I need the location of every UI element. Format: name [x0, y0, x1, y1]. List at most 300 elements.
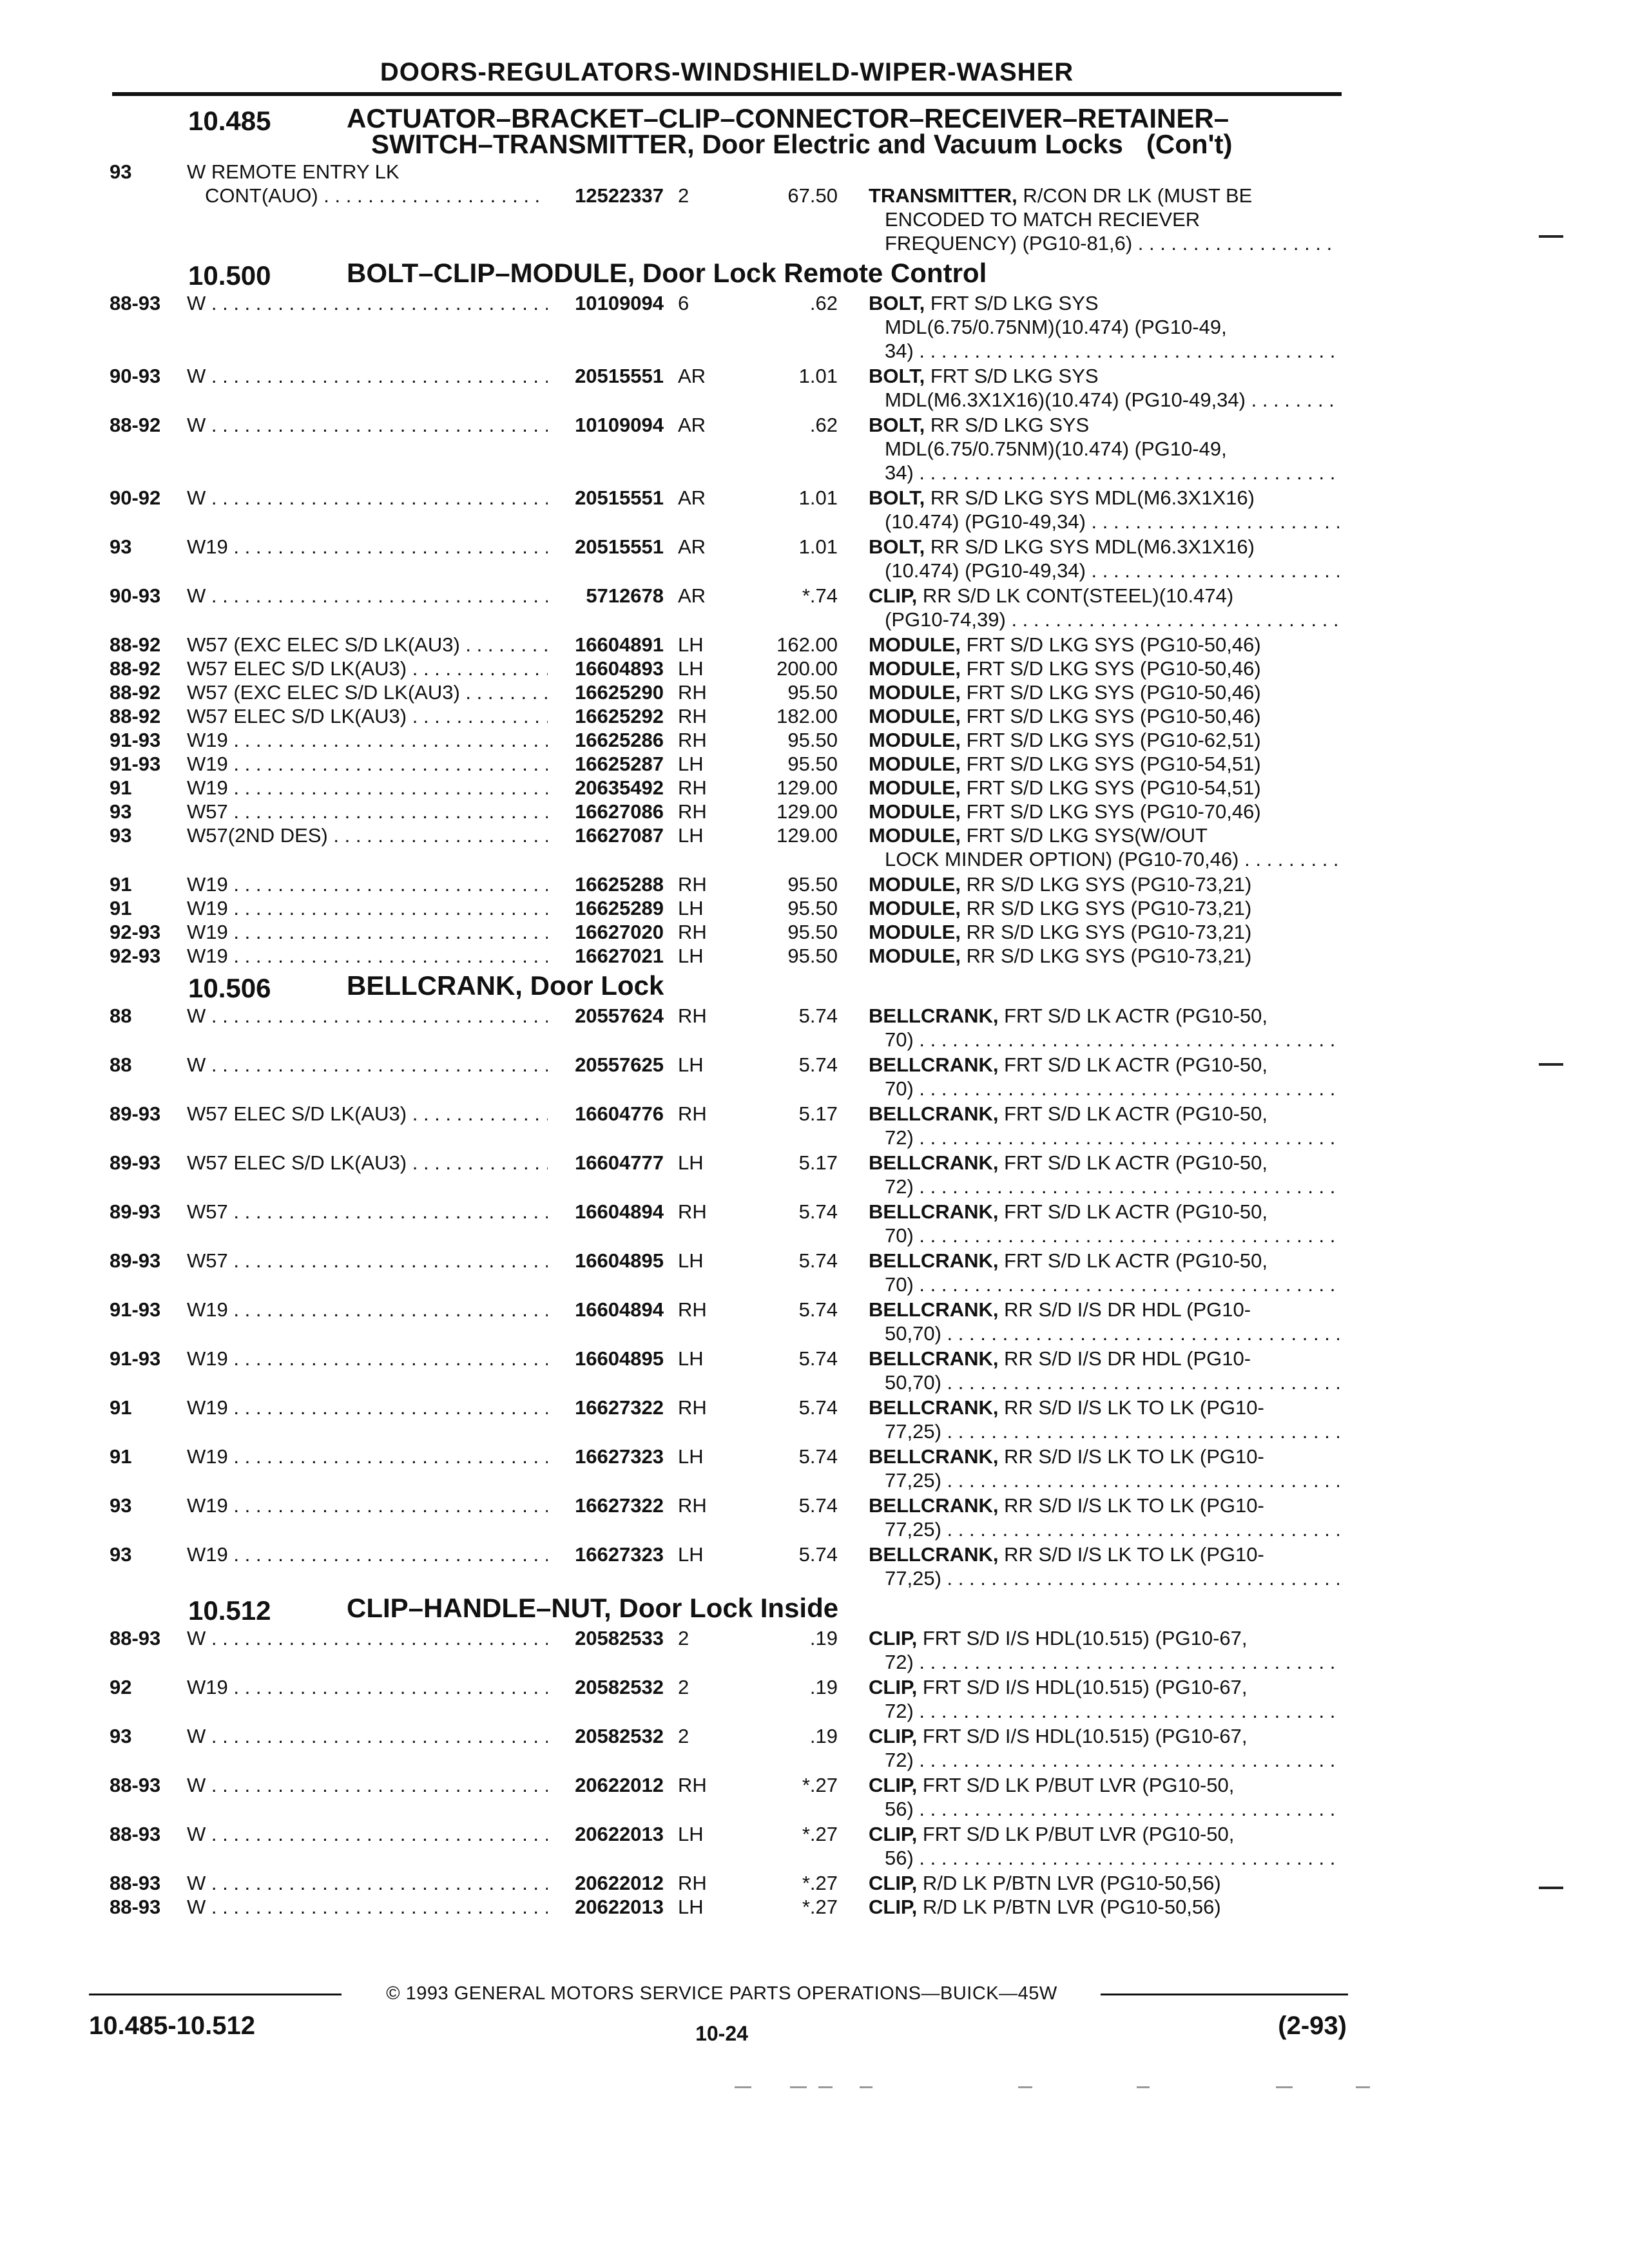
part-name-text: FRT S/D LKG SYS (PG10-50,46)	[966, 633, 1261, 656]
quantity: LH	[678, 657, 704, 680]
part-name-line	[869, 1273, 1339, 1296]
part-keyword: MODULE,	[869, 681, 961, 704]
model-years: 93	[110, 1494, 132, 1517]
price: *.27	[802, 1823, 838, 1845]
quantity: 2	[678, 1627, 689, 1649]
quantity: RH	[678, 800, 707, 823]
model-description: W19 . . .	[187, 1347, 548, 1370]
parts-row	[0, 1675, 1629, 1723]
parts-row	[0, 1151, 1629, 1198]
part-name-line	[869, 800, 1339, 823]
part-name-line	[869, 1724, 1339, 1748]
part-name-text: RR S/D I/S DR HDL (PG10-	[1004, 1347, 1251, 1370]
price: *.27	[802, 1774, 838, 1796]
part-number: 5712678	[586, 584, 664, 607]
part-name-text: FRT S/D LKG SYS (PG10-54,51)	[966, 753, 1261, 775]
model-description: W57 (EXC ELEC S/D LK(AU3) . . .	[187, 680, 548, 704]
model-description: W57 (EXC ELEC S/D LK(AU3) . . .	[187, 633, 548, 657]
parts-row	[0, 1626, 1629, 1674]
part-name-line	[869, 1566, 1339, 1590]
part-number: 16625288	[575, 873, 664, 896]
part-name-line	[869, 413, 1339, 437]
part-number: 16627087	[575, 824, 664, 847]
price: 95.50	[787, 945, 838, 967]
parts-row	[0, 633, 1629, 657]
part-name-line	[869, 1675, 1339, 1699]
part-name-line	[869, 437, 1339, 461]
part-name-text: RR S/D LK CONT(STEEL)(10.474)	[922, 584, 1234, 607]
revision-date: (2-93)	[1278, 2012, 1347, 2040]
model-years: 93	[110, 824, 132, 847]
part-name-line	[869, 1200, 1339, 1224]
section	[0, 970, 1629, 1004]
parts-row	[0, 1822, 1629, 1870]
part-name-text: 72)	[885, 1175, 914, 1198]
part-name-text: FRT S/D LKG SYS (PG10-50,46)	[966, 681, 1261, 704]
part-name	[869, 1298, 1339, 1345]
quantity: AR	[678, 486, 706, 509]
parts-row	[0, 1249, 1629, 1296]
part-name	[869, 1249, 1339, 1296]
price: .19	[809, 1725, 838, 1747]
quantity: RH	[678, 873, 707, 896]
section-title	[347, 103, 1333, 159]
quantity: RH	[678, 1872, 707, 1894]
part-number: 16604894	[575, 1200, 664, 1223]
part-name-line	[869, 608, 1339, 631]
part-name-text: RR S/D LKG SYS (PG10-73,21)	[966, 897, 1252, 919]
parts-row	[0, 535, 1629, 582]
quantity: LH	[678, 1151, 704, 1174]
page-header: DOORS-REGULATORS-WINDSHIELD-WIPER-WASHER	[380, 58, 1074, 86]
section-title	[347, 1595, 1333, 1621]
part-keyword: BELLCRANK,	[869, 1102, 999, 1125]
part-keyword: BELLCRANK,	[869, 1200, 999, 1223]
quantity: AR	[678, 365, 706, 387]
price: 95.50	[787, 873, 838, 896]
parts-row	[0, 1494, 1629, 1541]
price: 5.74	[798, 1494, 838, 1517]
part-keyword: CLIP,	[869, 1872, 918, 1894]
scan-artifact	[1356, 2086, 1370, 2088]
section-title-line2: SWITCH–TRANSMITTER,	[371, 129, 695, 159]
part-name-line	[869, 1773, 1339, 1797]
parts-row	[0, 1347, 1629, 1394]
model-description: W . . .	[187, 1626, 548, 1650]
part-keyword: CLIP,	[869, 1627, 918, 1649]
model-years: 88-93	[110, 1872, 161, 1894]
part-name-text: MDL(M6.3X1X16)(10.474) (PG10-49,34)	[885, 389, 1246, 411]
part-name-line	[869, 486, 1339, 510]
part-name-text: 70)	[885, 1224, 914, 1247]
model-description: W . . .	[187, 486, 548, 510]
part-keyword: MODULE,	[869, 729, 961, 751]
parts-row	[0, 1773, 1629, 1821]
part-name-line	[869, 1419, 1339, 1443]
part-name	[869, 633, 1339, 657]
part-number: 20515551	[575, 365, 664, 387]
quantity: LH	[678, 1249, 704, 1272]
part-name-text: LOCK MINDER OPTION) (PG10-70,46)	[885, 848, 1239, 870]
model-description: W19 . . .	[187, 872, 548, 896]
model-description: W . . .	[187, 1724, 548, 1748]
price: *.27	[802, 1872, 838, 1894]
quantity: RH	[678, 1494, 707, 1517]
margin-mark	[1539, 1887, 1563, 1889]
part-number: 16604893	[575, 657, 664, 680]
part-name-line	[869, 896, 1339, 920]
part-name	[869, 584, 1339, 631]
part-keyword: CLIP,	[869, 1725, 918, 1747]
quantity: LH	[678, 824, 704, 847]
section-number: 10.512	[188, 1595, 271, 1626]
parts-row	[0, 728, 1629, 752]
copyright-notice: © 1993 GENERAL MOTORS SERVICE PARTS OPERATIONS—BUICK—45W	[386, 1983, 1057, 2004]
price: .19	[809, 1627, 838, 1649]
part-name-text: FREQUENCY) (PG10-81,6)	[885, 232, 1133, 255]
part-name	[869, 1724, 1339, 1772]
part-name	[869, 1626, 1339, 1674]
parts-row	[0, 920, 1629, 944]
model-description: W . . .	[187, 364, 548, 388]
parts-row	[0, 680, 1629, 704]
model-years: 89-93	[110, 1249, 161, 1272]
part-name-line	[869, 872, 1339, 896]
parts-row	[0, 896, 1629, 920]
part-name-text: 72)	[885, 1126, 914, 1149]
part-name-text: 34)	[885, 340, 914, 362]
model-years: 88-93	[110, 1774, 161, 1796]
part-name	[869, 823, 1339, 871]
part-number: 16627323	[575, 1445, 664, 1468]
parts-row	[0, 364, 1629, 412]
part-name-text: RR S/D I/S LK TO LK (PG10-	[1004, 1445, 1264, 1468]
part-name-text: RR S/D LKG SYS (PG10-73,21)	[966, 873, 1252, 896]
price: 200.00	[776, 657, 838, 680]
model-years: 93	[110, 535, 132, 558]
part-number: 16604776	[575, 1102, 664, 1125]
model-description: W57 ELEC S/D LK(AU3) . . .	[187, 1102, 548, 1126]
part-name-line	[869, 1846, 1339, 1870]
part-keyword: BOLT,	[869, 365, 925, 387]
part-name-text: 77,25)	[885, 1567, 941, 1590]
section-range: 10.485-10.512	[89, 2012, 256, 2040]
section-number: 10.500	[188, 260, 271, 291]
quantity: RH	[678, 681, 707, 704]
part-keyword: CLIP,	[869, 1774, 918, 1796]
price: *.27	[802, 1896, 838, 1918]
part-name	[869, 1895, 1339, 1919]
part-name	[869, 413, 1339, 485]
part-keyword: BELLCRANK,	[869, 1298, 999, 1321]
model-years: 91	[110, 1445, 132, 1468]
part-name-line	[869, 207, 1339, 231]
footer-rule-left	[89, 1994, 342, 1995]
part-name	[869, 776, 1339, 800]
model-years: 88-92	[110, 657, 161, 680]
part-name-line	[869, 535, 1339, 559]
model-description: W57 ELEC S/D LK(AU3) . . .	[187, 1151, 548, 1175]
part-keyword: BELLCRANK,	[869, 1004, 999, 1027]
part-name-line	[869, 728, 1339, 752]
parts-row	[0, 160, 1629, 255]
price: 5.74	[798, 1200, 838, 1223]
model-description: W19 . . .	[187, 944, 548, 968]
model-description: W19 . . .	[187, 1494, 548, 1517]
part-keyword: BELLCRANK,	[869, 1249, 999, 1272]
price: .62	[809, 414, 838, 436]
model-years: 93	[110, 1725, 132, 1747]
part-name-line	[869, 461, 1339, 485]
part-number: 20557624	[575, 1004, 664, 1027]
quantity: LH	[678, 897, 704, 919]
model-years: 88-93	[110, 292, 161, 314]
margin-mark	[1539, 235, 1563, 238]
part-number: 12522337	[575, 184, 664, 207]
part-name-text: FRT S/D LKG SYS (PG10-62,51)	[966, 729, 1261, 751]
header-rule	[112, 92, 1342, 96]
quantity: 2	[678, 1725, 689, 1747]
part-name-text: FRT S/D LKG SYS (PG10-50,46)	[966, 705, 1261, 727]
part-name-text: 72)	[885, 1749, 914, 1771]
part-number: 16627323	[575, 1543, 664, 1566]
part-name-line	[869, 1626, 1339, 1650]
quantity: LH	[678, 1445, 704, 1468]
model-years: 89-93	[110, 1102, 161, 1125]
quantity: RH	[678, 776, 707, 799]
part-name-text: FRT S/D LK ACTR (PG10-50,	[1004, 1004, 1268, 1027]
quantity: AR	[678, 414, 706, 436]
model-description: W19 . . .	[187, 896, 548, 920]
model-description: W19 . . .	[187, 752, 548, 776]
model-years: 91	[110, 873, 132, 896]
part-name-line	[869, 1797, 1339, 1821]
price: 95.50	[787, 897, 838, 919]
parts-row	[0, 584, 1629, 631]
part-name-text: FRT S/D LKG SYS (PG10-50,46)	[966, 657, 1261, 680]
part-name-text: R/D LK P/BTN LVR (PG10-50,56)	[922, 1896, 1221, 1918]
part-keyword: MODULE,	[869, 873, 961, 896]
quantity: RH	[678, 1004, 707, 1027]
parts-row	[0, 1724, 1629, 1772]
part-number: 16627322	[575, 1494, 664, 1517]
part-name-text: 72)	[885, 1651, 914, 1673]
parts-row	[0, 1445, 1629, 1492]
model-years: 88-93	[110, 1896, 161, 1918]
part-name-line	[869, 291, 1339, 315]
part-name-line	[869, 1650, 1339, 1674]
model-years: 88	[110, 1053, 132, 1076]
part-name	[869, 1871, 1339, 1895]
section-title-bold: BOLT–CLIP–MODULE,	[347, 258, 635, 288]
part-name	[869, 1151, 1339, 1198]
quantity: LH	[678, 945, 704, 967]
part-number: 16627322	[575, 1396, 664, 1419]
part-name-line	[869, 184, 1339, 207]
part-number: 16625290	[575, 681, 664, 704]
margin-mark	[1539, 1063, 1563, 1066]
part-name	[869, 896, 1339, 920]
part-name-text: FRT S/D I/S HDL(10.515) (PG10-67,	[922, 1627, 1248, 1649]
model-years: 90-93	[110, 584, 161, 607]
model-description: W19 . . .	[187, 1396, 548, 1419]
price: 162.00	[776, 633, 838, 656]
part-number: 16604891	[575, 633, 664, 656]
price: 1.01	[798, 535, 838, 558]
quantity: RH	[678, 705, 707, 727]
model-description: W19 . . .	[187, 728, 548, 752]
part-name-line	[869, 1249, 1339, 1273]
model-years: 92	[110, 1676, 132, 1698]
model-years: 93	[110, 800, 132, 823]
part-keyword: MODULE,	[869, 800, 961, 823]
part-name-text: FRT S/D LK P/BUT LVR (PG10-50,	[922, 1823, 1235, 1845]
part-keyword: BOLT,	[869, 414, 925, 436]
part-keyword: MODULE,	[869, 897, 961, 919]
part-name-text: MDL(6.75/0.75NM)(10.474) (PG10-49,	[885, 437, 1227, 460]
model-years: 91	[110, 1396, 132, 1419]
part-number: 20622013	[575, 1823, 664, 1845]
model-description: W19 . . .	[187, 1675, 548, 1699]
model-description: W57 ELEC S/D LK(AU3) . . .	[187, 704, 548, 728]
section-number: 10.485	[188, 106, 271, 136]
section	[0, 260, 1629, 291]
part-number: 16625292	[575, 705, 664, 727]
model-description: W . . .	[187, 1053, 548, 1077]
price: 95.50	[787, 753, 838, 775]
quantity: RH	[678, 1774, 707, 1796]
model-description: W . . .	[187, 1773, 548, 1797]
model-years: 88-93	[110, 1627, 161, 1649]
scan-artifact	[790, 2086, 807, 2088]
part-keyword: BELLCRANK,	[869, 1543, 999, 1566]
part-name-text: RR S/D I/S LK TO LK (PG10-	[1004, 1494, 1264, 1517]
part-name-text: FRT S/D LKG SYS(W/OUT	[966, 824, 1208, 847]
scan-artifact	[1137, 2086, 1150, 2088]
price: .19	[809, 1676, 838, 1698]
part-name-text: MDL(6.75/0.75NM)(10.474) (PG10-49,	[885, 316, 1227, 338]
part-name	[869, 1004, 1339, 1052]
part-keyword: BELLCRANK,	[869, 1053, 999, 1076]
part-number: 20557625	[575, 1053, 664, 1076]
part-name	[869, 535, 1339, 582]
part-name	[869, 291, 1339, 363]
price: 129.00	[776, 800, 838, 823]
part-name-text: FRT S/D LK ACTR (PG10-50,	[1004, 1151, 1268, 1174]
part-name-text: 70)	[885, 1273, 914, 1296]
scan-artifact	[735, 2086, 751, 2088]
parts-row	[0, 1200, 1629, 1247]
part-name	[869, 920, 1339, 944]
part-name-line	[869, 1004, 1339, 1028]
parts-row	[0, 1298, 1629, 1345]
quantity: AR	[678, 535, 706, 558]
part-number: 20515551	[575, 535, 664, 558]
part-keyword: TRANSMITTER,	[869, 184, 1017, 207]
part-number: 10109094	[575, 414, 664, 436]
parts-row	[0, 1053, 1629, 1100]
part-number: 16604895	[575, 1249, 664, 1272]
part-name-text: (PG10-74,39)	[885, 608, 1006, 631]
part-number: 16627020	[575, 921, 664, 943]
parts-row	[0, 704, 1629, 728]
model-years: 92-93	[110, 945, 161, 967]
parts-row	[0, 1871, 1629, 1895]
model-description: W REMOTE ENTRY LK	[187, 160, 400, 183]
part-name-text: 70)	[885, 1077, 914, 1100]
price: 1.01	[798, 486, 838, 509]
part-name	[869, 1445, 1339, 1492]
part-name	[869, 1200, 1339, 1247]
model-years: 90-93	[110, 365, 161, 387]
price: 95.50	[787, 729, 838, 751]
section-number: 10.506	[188, 973, 271, 1003]
part-name-line	[869, 510, 1339, 533]
part-name-text: FRT S/D LKG SYS	[930, 365, 1099, 387]
price: 5.74	[798, 1396, 838, 1419]
part-name-text: 34)	[885, 461, 914, 484]
part-name-text: (10.474) (PG10-49,34)	[885, 510, 1086, 533]
part-name	[869, 1396, 1339, 1443]
model-years: 88-92	[110, 633, 161, 656]
price: 1.01	[798, 365, 838, 387]
part-number: 16625289	[575, 897, 664, 919]
model-years: 88-92	[110, 705, 161, 727]
part-keyword: MODULE,	[869, 657, 961, 680]
model-description: W19 . . .	[187, 1445, 548, 1468]
part-number: 20515551	[575, 486, 664, 509]
part-name	[869, 486, 1339, 533]
part-keyword: CLIP,	[869, 1823, 918, 1845]
price: 5.74	[798, 1249, 838, 1272]
part-name-line	[869, 1321, 1339, 1345]
part-name-line	[869, 1077, 1339, 1100]
quantity: RH	[678, 1298, 707, 1321]
part-name-text: (10.474) (PG10-49,34)	[885, 559, 1086, 582]
part-name-text: FRT S/D I/S HDL(10.515) (PG10-67,	[922, 1725, 1248, 1747]
quantity: LH	[678, 1347, 704, 1370]
parts-catalog-content	[0, 99, 1629, 1919]
part-name-text: FRT S/D LK P/BUT LVR (PG10-50,	[922, 1774, 1235, 1796]
price: 95.50	[787, 681, 838, 704]
part-name-text: 56)	[885, 1847, 914, 1869]
part-keyword: MODULE,	[869, 705, 961, 727]
section	[0, 1595, 1629, 1626]
part-name-line	[869, 1396, 1339, 1419]
model-years: 91-93	[110, 729, 161, 751]
part-keyword: MODULE,	[869, 945, 961, 967]
part-keyword: BELLCRANK,	[869, 1396, 999, 1419]
part-name	[869, 1102, 1339, 1149]
model-years: 91	[110, 776, 132, 799]
quantity: RH	[678, 1396, 707, 1419]
part-keyword: BOLT,	[869, 292, 925, 314]
part-keyword: MODULE,	[869, 776, 961, 799]
part-name-line	[869, 339, 1339, 363]
quantity: LH	[678, 1543, 704, 1566]
scan-artifact	[1276, 2086, 1293, 2088]
model-years: 93	[110, 1543, 132, 1566]
part-name-line	[869, 1494, 1339, 1517]
section-title-bold: ACTUATOR–BRACKET–CLIP–CONNECTOR–RECEIVER–RETAINER–	[347, 103, 1229, 133]
section-title-bold: BELLCRANK,	[347, 970, 523, 1001]
parts-row	[0, 872, 1629, 896]
model-years: 88	[110, 1004, 132, 1027]
part-name	[869, 704, 1339, 728]
part-name	[869, 1494, 1339, 1541]
price: .62	[809, 292, 838, 314]
model-description: W . . .	[187, 584, 548, 608]
